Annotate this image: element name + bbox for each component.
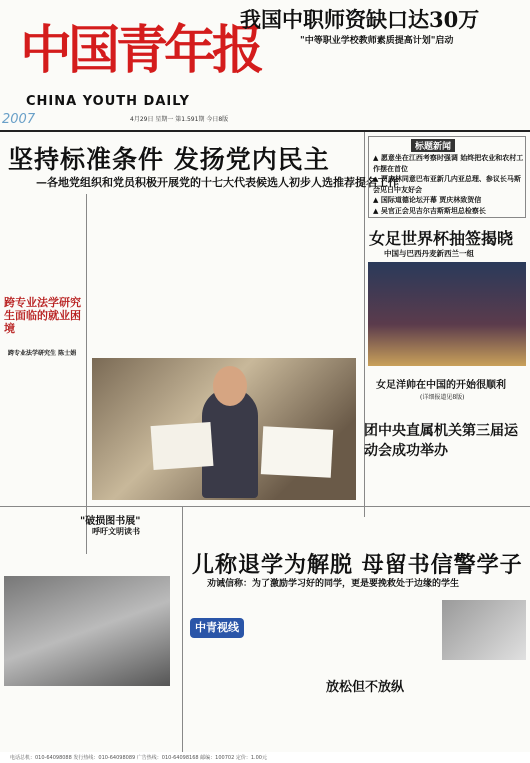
- footer: 电话总机：010-64098088 发行热线：010-64098089 广告热线：010-64098168 邮编：100702 定价：1.00元: [0, 752, 530, 763]
- column-logo: 中青视线: [190, 618, 244, 638]
- news-box-items: [373, 153, 525, 216]
- year-mark: 2007: [2, 112, 36, 127]
- feature-subheadline: 劝诫信称：为了激励学习好的同学，更是要挽救处于边缘的学生: [207, 579, 460, 589]
- lead-subheadline: —各地党组织和党员积极开展党的十七大代表候选人初步人选推荐提名工作: [36, 176, 399, 189]
- dateline: 4月29日 星期一 第1.591期 今日8版: [130, 116, 229, 123]
- top-headline: 我国中职师资缺口达30万: [240, 7, 480, 32]
- newspaper-logo: 中国青年报: [20, 20, 261, 81]
- worldcup-subheadline: 中国与巴西丹麦新西兰一组: [384, 249, 474, 258]
- relax-headline: 放松但不放纵: [326, 680, 405, 695]
- headline-news-box: [368, 136, 526, 218]
- divider: [182, 506, 183, 752]
- sidebar-headline: 跨专业法学研究生面临的就业困境: [4, 296, 81, 335]
- news-item[interactable]: ▲ 愿意坐在江西考察时强调 始终把农业和农村工作摆在首位: [373, 153, 524, 173]
- book-photo: [4, 576, 170, 686]
- news-item[interactable]: ▲ 贾庆林同意巴布亚新几内亚总理、参议长马斯会见日中友好会: [373, 174, 521, 194]
- lead-photo: [92, 358, 356, 500]
- worldcup-photo: [368, 262, 526, 366]
- lead-headline: 坚持标准条件 发扬党内民主: [8, 145, 330, 174]
- book-subheadline: 呼吁文明读书: [92, 526, 140, 536]
- divider: [86, 194, 87, 554]
- divider: [0, 130, 530, 132]
- masthead: [0, 0, 530, 127]
- worldcup-headline: 女足世界杯抽签揭晓: [369, 229, 514, 248]
- news-item[interactable]: ▲ 国际道德论坛开幕 贾庆林致贺信: [373, 195, 482, 204]
- sidebar-byline: 跨专业法学研究生 陈士娟: [8, 350, 77, 357]
- worldcup-caption: 女足洋帅在中国的开始很顺利: [376, 380, 506, 391]
- photo-card: [261, 426, 333, 478]
- feature-headline: 儿称退学为解脱 母留书信警学子: [192, 552, 523, 578]
- book-headline: "破损图书展": [80, 516, 141, 527]
- divider: [0, 506, 530, 507]
- news-item[interactable]: ▲ 吴官正会见吉尔吉斯斯坦总检察长: [373, 205, 486, 215]
- worldcup-caption-note: (详细报道见8版): [420, 394, 465, 401]
- top-subheadline: "中等职业学校教师素质提高计划"启动: [300, 36, 454, 46]
- feature-photo: [442, 600, 526, 660]
- photo-card: [151, 422, 214, 470]
- photo-face: [213, 366, 247, 406]
- news-box-title: 标题新闻: [411, 139, 455, 152]
- english-title: CHINA YOUTH DAILY: [26, 94, 190, 109]
- vertical-feature-headline: 团中央直属机关第三届运动会成功举办: [364, 423, 518, 459]
